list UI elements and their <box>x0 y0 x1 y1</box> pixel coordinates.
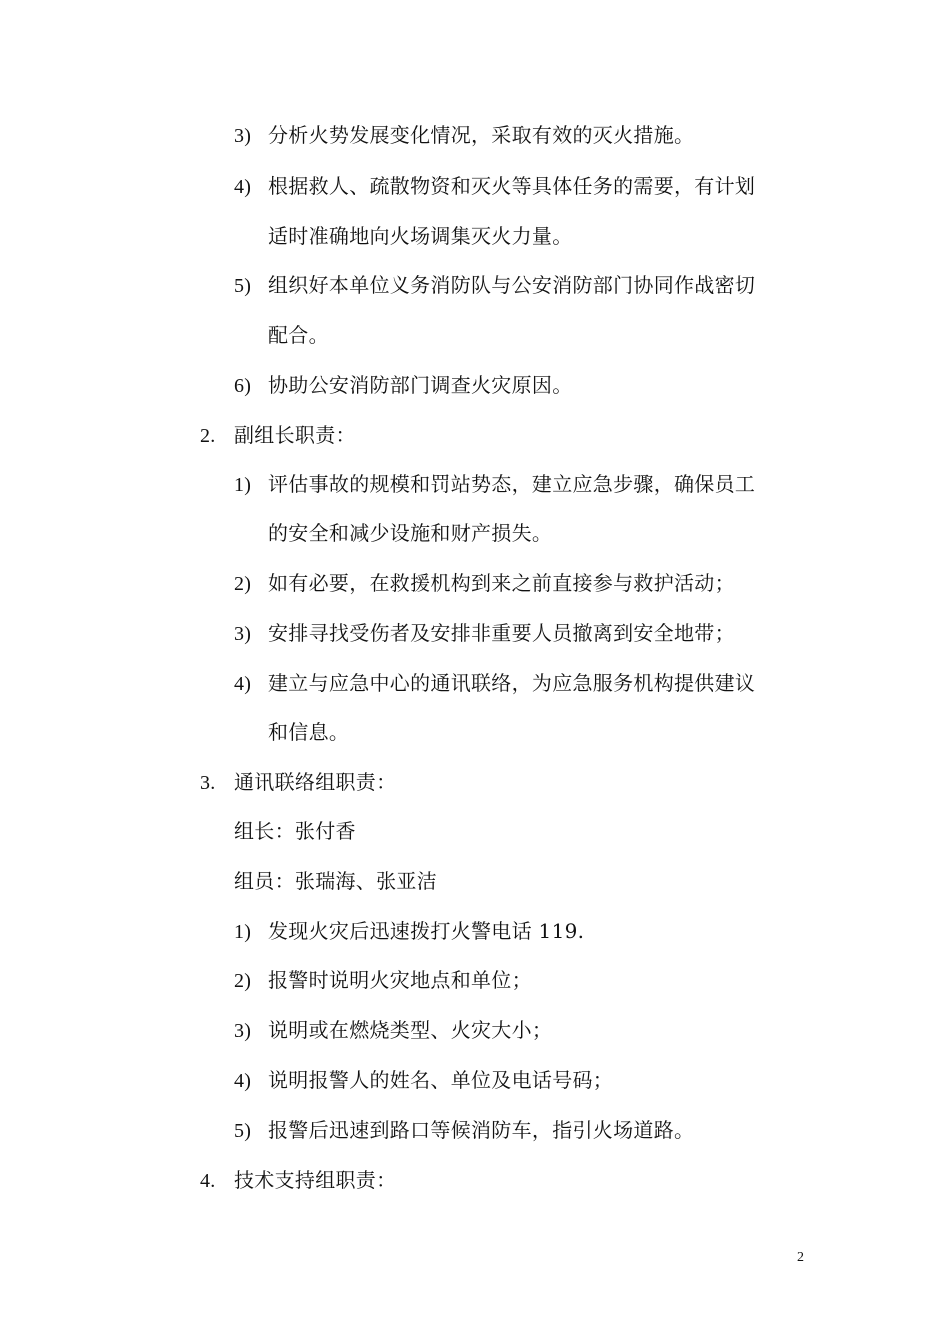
list-item-text: 如有必要，在救援机构到来之前直接参与救护活动； <box>268 571 735 595</box>
section-title: 副组长职责： <box>234 423 356 447</box>
list-item-number: 2) <box>234 573 252 595</box>
section-heading <box>200 770 396 795</box>
list-item-number: 4) <box>234 1070 252 1092</box>
list-item <box>234 968 532 993</box>
list-item <box>234 174 755 199</box>
list-item-continuation <box>268 720 349 744</box>
list-item <box>234 273 755 298</box>
list-item-number: 1) <box>234 921 252 943</box>
list-item-text: 组织好本单位义务消防队与公安消防部门协同作战密切 <box>268 273 756 297</box>
section-title: 技术支持组职责： <box>234 1168 397 1192</box>
list-item <box>234 571 735 596</box>
list-item <box>234 1018 552 1043</box>
section-number: 3. <box>200 772 216 794</box>
list-item-number: 3) <box>234 623 252 645</box>
list-item-text: 分析火势发展变化情况，采取有效的灭火措施。 <box>268 123 695 147</box>
list-item <box>234 919 584 944</box>
list-item <box>234 373 573 398</box>
list-item-text: 建立与应急中心的通讯联络，为应急服务机构提供建议 <box>268 671 756 695</box>
list-item-text: 配合。 <box>268 323 329 347</box>
list-item-text: 说明或在燃烧类型、火灾大小； <box>268 1018 553 1042</box>
list-item-number: 5) <box>234 275 252 297</box>
list-item-text: 评估事故的规模和罚站势态，建立应急步骤，确保员工 <box>268 472 756 496</box>
list-item-text: 安排寻找受伤者及安排非重要人员撤离到安全地带； <box>268 621 735 645</box>
list-item-number: 5) <box>234 1120 252 1142</box>
list-item-text: 的安全和减少设施和财产损失。 <box>268 521 553 545</box>
section-heading <box>200 1168 396 1193</box>
list-item-text: 适时准确地向火场调集灭火力量。 <box>268 224 573 248</box>
list-item-number: 3) <box>234 125 252 147</box>
team-leader <box>234 819 356 843</box>
list-item-continuation <box>268 521 552 545</box>
section-number: 2. <box>200 425 216 447</box>
section-title: 通讯联络组职责： <box>234 770 397 794</box>
list-item-text: 报警后迅速到路口等候消防车，指引火场道路。 <box>268 1118 695 1142</box>
section-number: 4. <box>200 1170 216 1192</box>
list-item-number: 2) <box>234 970 252 992</box>
list-item-text: 发现火灾后迅速拨打火警电话 119. <box>268 919 585 943</box>
list-item <box>234 621 735 646</box>
list-item-number: 3) <box>234 1020 252 1042</box>
list-item <box>234 123 694 148</box>
list-item-text: 协助公安消防部门调查火灾原因。 <box>268 373 573 397</box>
page-number: 2 <box>797 1250 804 1265</box>
list-item-text: 根据救人、疏散物资和灭火等具体任务的需要，有计划 <box>268 174 756 198</box>
list-item-number: 4) <box>234 176 252 198</box>
list-item-continuation <box>268 323 329 347</box>
list-item <box>234 1118 694 1143</box>
list-item-number: 6) <box>234 375 252 397</box>
list-item-text: 和信息。 <box>268 720 350 744</box>
list-item-text: 说明报警人的姓名、单位及电话号码； <box>268 1068 614 1092</box>
list-item <box>234 671 755 696</box>
team-leader-text: 组长：张付香 <box>234 819 356 843</box>
team-members-text: 组员：张瑞海、张亚洁 <box>234 869 437 893</box>
section-heading <box>200 423 356 448</box>
list-item-number: 1) <box>234 474 252 496</box>
list-item-text: 报警时说明火灾地点和单位； <box>268 968 532 992</box>
list-item-continuation <box>268 224 573 248</box>
list-item-number: 4) <box>234 673 252 695</box>
list-item <box>234 472 755 497</box>
list-item <box>234 1068 613 1093</box>
team-members <box>234 869 437 893</box>
